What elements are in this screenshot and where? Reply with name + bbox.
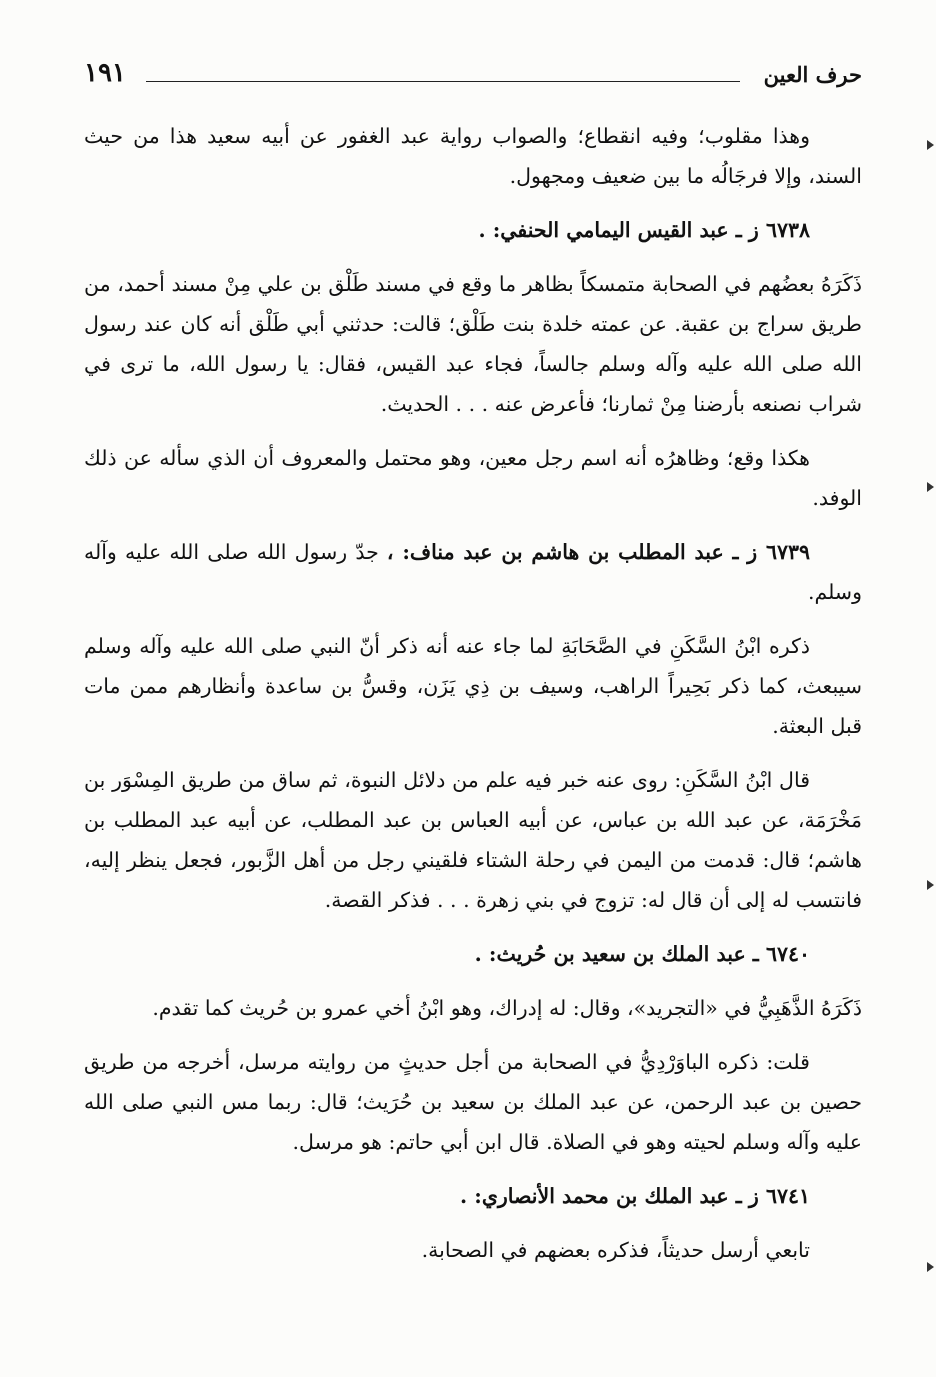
entry-6739-paragraph-1: ذكره ابْنُ السَّكَنِ في الصَّحَابَةِ لما جاء عنه أنه ذكر أنّ النبي صلى الله عليه وآله وسلم سيبعث، كما ذكر بَحِيراً الراهب، وسيف بن ذِي يَزَن، وقسُّ بن ساعدة وأنظارهم ممن مات قبل البعثة.	[84, 634, 862, 738]
margin-mark-icon	[927, 482, 934, 492]
entry-6738-paragraph-1: ذَكَرَهُ بعضُهم في الصحابة متمسكاً بظاهر ما وقع في مسند طَلْق بن علي مِنْ مسند أحمد، من طريق سراج بن عقبة. عن عمته خلدة بنت طَلْق؛ قالت: حدثني أبي طَلْق أنه كان عند رسول الله صلى الله عليه وآله وسلم جالساً، فجاء عبد القيس، فقال: يا رسول الله، ما ترى في شراب نصنعه بأرضنا مِنْ ثمارنا؛ فأعرض عنه . . . الحديث.	[84, 272, 862, 416]
entry-heading-6740: ٦٧٤٠ ـ عبد الملك بن سعيد بن حُريث: .	[474, 942, 810, 966]
entry-6740-paragraph-2: قلت: ذكره الباوَرْدِيُّ في الصحابة من أجل حديثٍ من روايته مرسل، أخرجه من طريق حصين بن عبد الرحمن، عن عبد الملك بن سعيد بن حُرَيث؛ قال: ربما مس النبي صلى الله عليه وآله وسلم لحيته وهو في الصلاة. قال ابن أبي حاتم: هو مرسل.	[84, 1050, 862, 1154]
entry-6740-paragraph-1: ذَكَرَهُ الذَّهَبِيُّ في «التجريد»، وقال: له إدراك، وهو ابْنُ أخي عمرو بن حُريث كما تقدم.	[152, 996, 862, 1020]
header-rule	[146, 81, 740, 82]
entry-6739-paragraph-2: قال ابْنُ السَّكَنِ: روى عنه خبر فيه علم من دلائل النبوة، ثم ساق من طريق المِسْوَر بن مَخْرَمَة، عن عبد الله بن عباس، عن أبيه العباس بن عبد المطلب، عن أبيه عبد المطلب بن هاشم؛ قال: قدمت من اليمن في رحلة الشتاء فلقيني رجل من أهل الزَّبور، فجعل ينظر إليه، فانتسب له إلى أن قال له: تزوج في بني زهرة . . . فذكر القصة.	[84, 768, 862, 912]
entry-6738-paragraph-2: هكذا وقع؛ وظاهرُه أنه اسم رجل معين، وهو محتمل والمعروف أن الذي سأله عن ذلك الوفد.	[84, 446, 862, 510]
margin-mark-icon	[927, 140, 934, 150]
paragraph-continuation: وهذا مقلوب؛ وفيه انقطاع؛ والصواب رواية عبد الغفور عن أبيه سعيد هذا من حيث السند، وإلا فرجَالُه ما بين ضعيف ومجهول.	[84, 124, 862, 188]
page-header	[84, 58, 862, 98]
entry-heading-6741: ٦٧٤١ ز ـ عبد الملك بن محمد الأنصاري: .	[460, 1184, 810, 1208]
entry-heading-6739: ٦٧٣٩ ز ـ عبد المطلب بن هاشم بن عبد مناف: ،	[386, 540, 810, 564]
entry-6741-paragraph-1: تابعي أرسل حديثاً، فذكره بعضهم في الصحابة.	[421, 1238, 810, 1262]
entry-6739-heading-note: جدّ رسول الله صلى الله عليه وآله وسلم.	[84, 540, 862, 604]
margin-mark-icon	[927, 880, 934, 890]
entry-6739	[84, 532, 862, 612]
margin-mark-icon	[927, 1262, 934, 1272]
page-number: ١٩١	[84, 58, 126, 88]
running-title: حرف العين	[763, 62, 862, 87]
entry-heading-6738: ٦٧٣٨ ز ـ عبد القيس اليمامي الحنفي: .	[478, 218, 810, 242]
page-body	[84, 116, 862, 1284]
